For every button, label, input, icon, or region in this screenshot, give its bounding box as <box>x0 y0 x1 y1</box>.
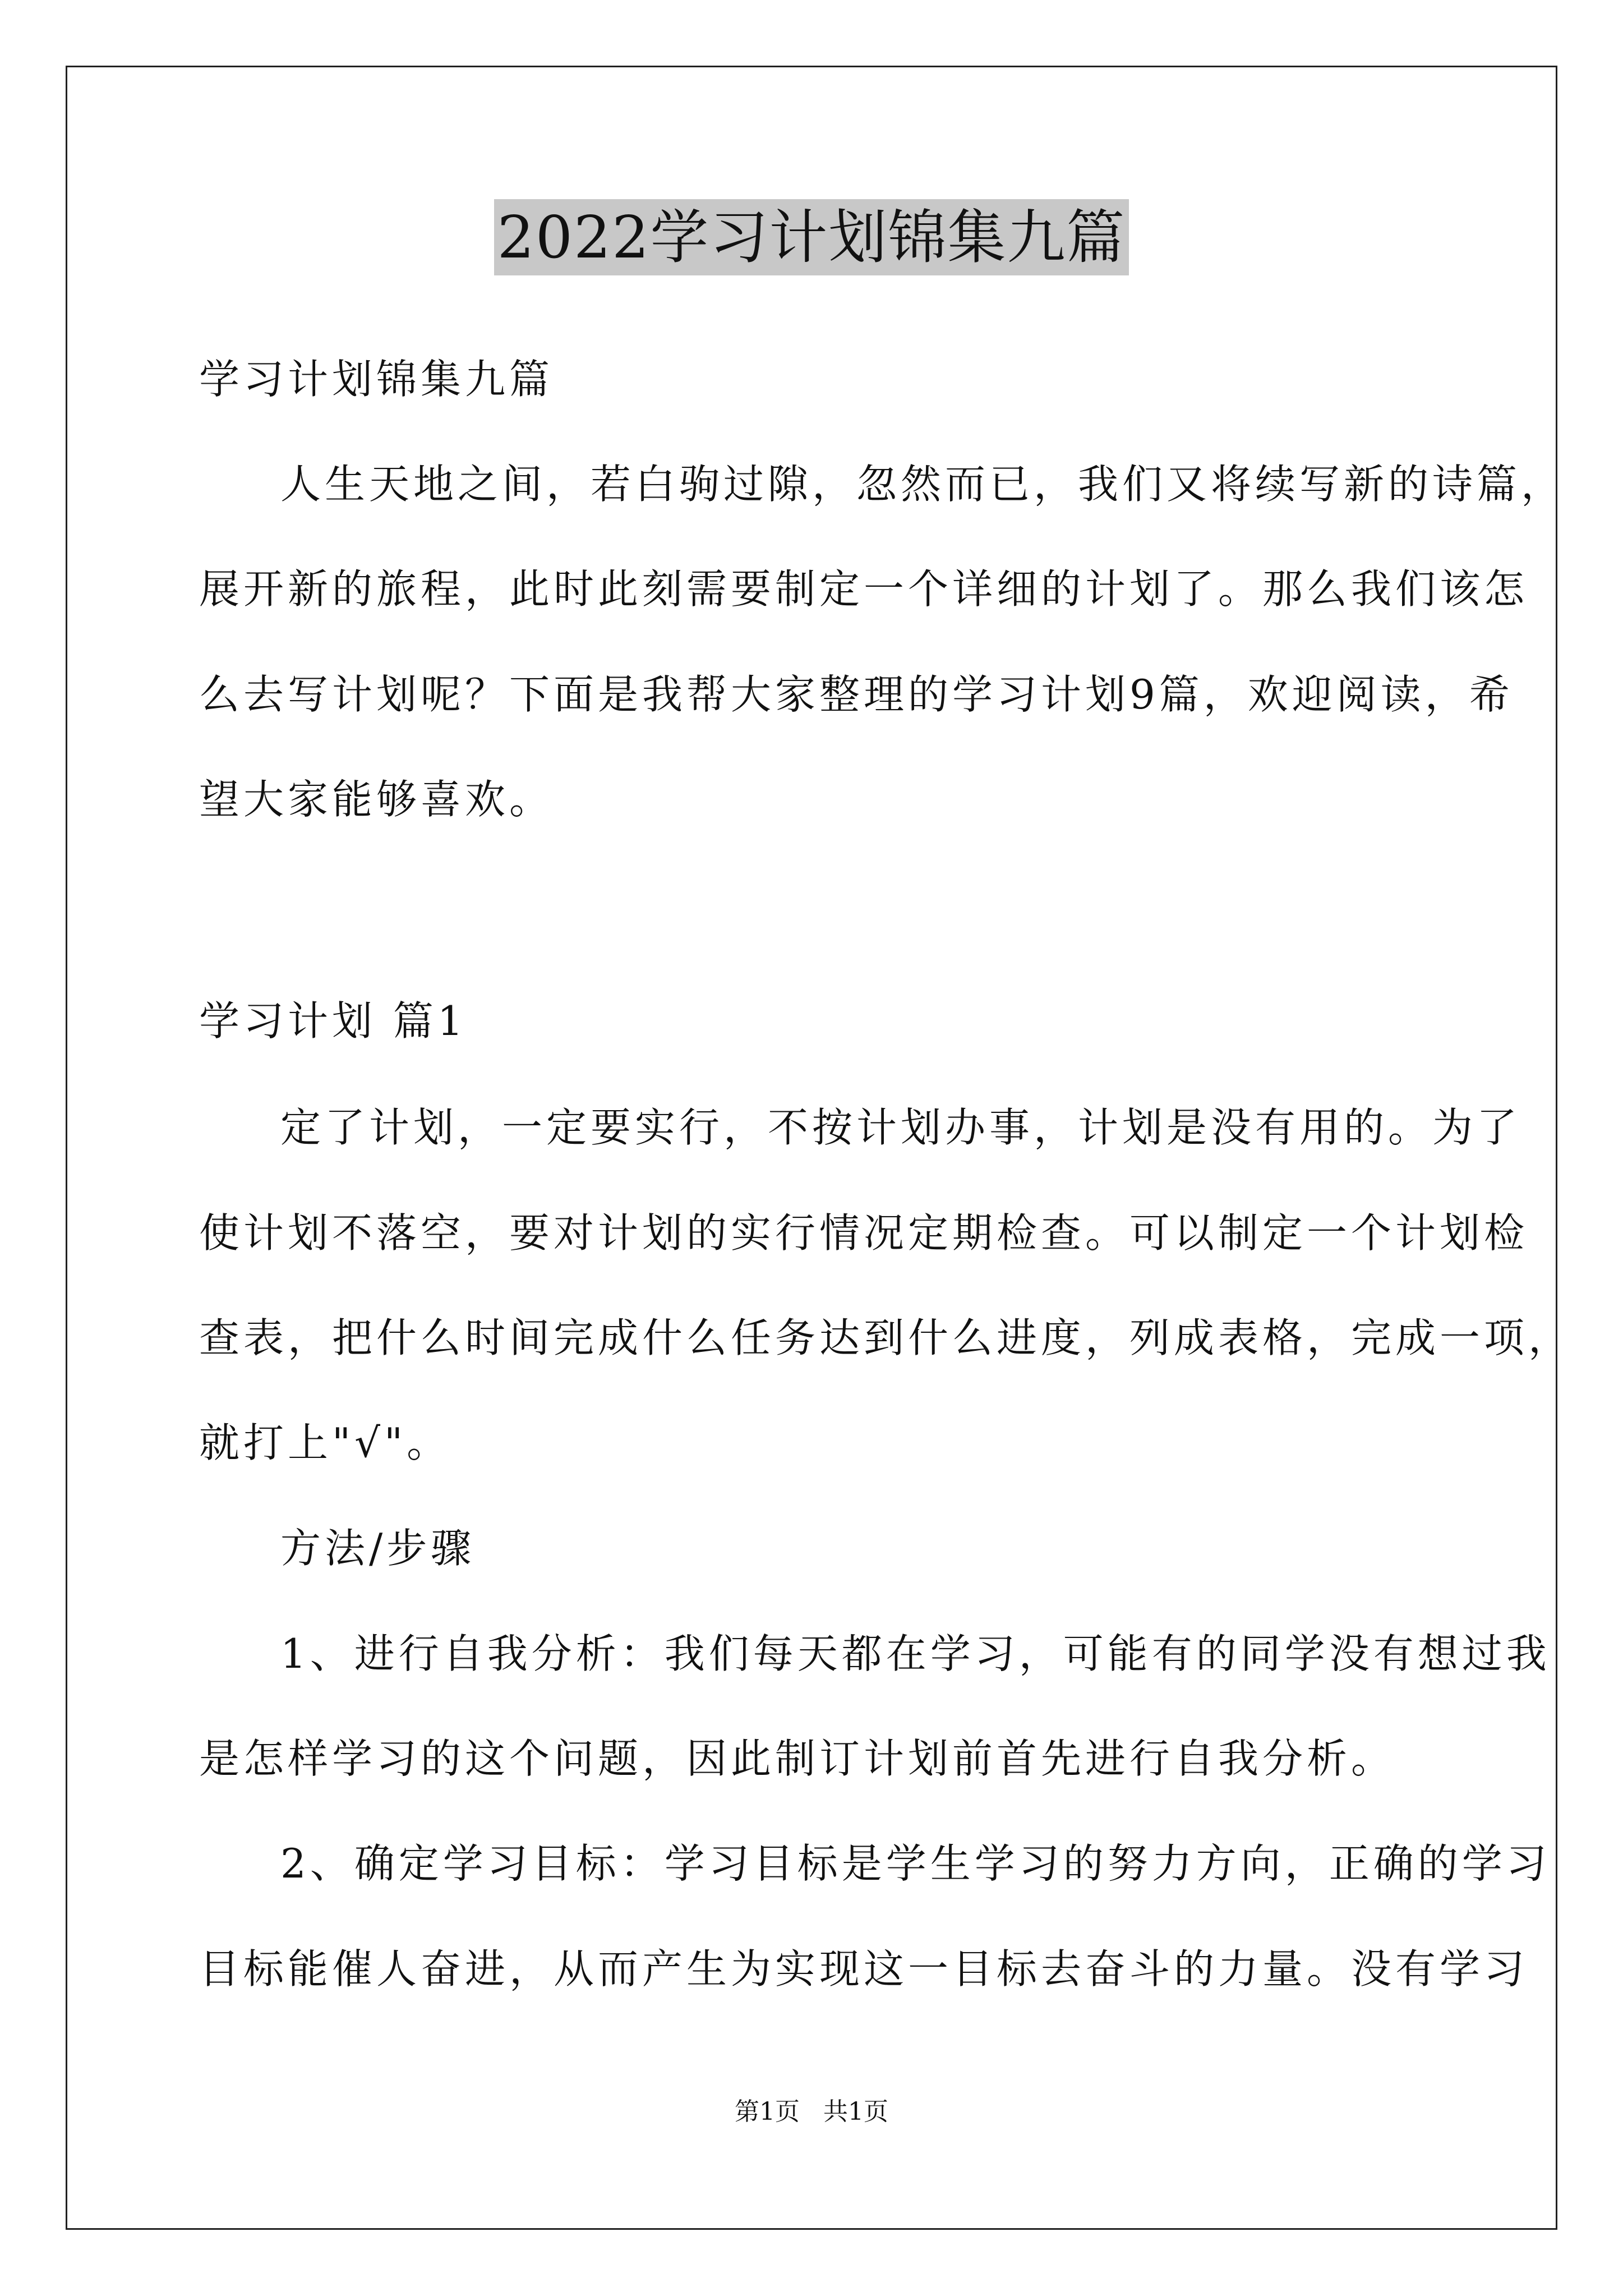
page-footer <box>0 2095 1623 2129</box>
intro-line: 么去写计划呢？下面是我帮大家整理的学习计划9篇，欢迎阅读，希 <box>199 671 1514 718</box>
page-total: 共1页 <box>823 2097 888 2126</box>
step-line: 是怎样学习的这个问题，因此制订计划前首先进行自我分析。 <box>199 1735 1396 1782</box>
paragraph-line: 查表，把什么时间完成什么任务达到什么进度，列成表格，完成一项， <box>199 1314 1573 1361</box>
paragraph-line: 定了计划，一定要实行，不按计划办事，计划是没有用的。为了 <box>280 1104 1521 1151</box>
step-line: 目标能催人奋进，从而产生为实现这一目标去奋斗的力量。没有学习 <box>199 1945 1529 1993</box>
paragraph-line: 使计划不落空，要对计划的实行情况定期检查。可以制定一个计划检 <box>199 1209 1529 1257</box>
methods-label: 方法/步骤 <box>280 1525 476 1572</box>
page-number: 第1页 <box>735 2097 800 2126</box>
intro-line: 人生天地之间，若白驹过隙，忽然而已，我们又将续写新的诗篇， <box>280 461 1566 508</box>
paragraph-line: 就打上"√"。 <box>199 1419 451 1466</box>
section-heading: 学习计划 篇1 <box>199 997 467 1045</box>
step-line: 2、确定学习目标：学习目标是学生学习的努力方向，正确的学习 <box>280 1840 1551 1887</box>
intro-line: 望大家能够喜欢。 <box>199 776 554 823</box>
document-title: 2022学习计划锦集九篇 <box>494 199 1129 275</box>
document-subtitle: 学习计划锦集九篇 <box>199 356 554 403</box>
title-container <box>0 199 1623 275</box>
intro-line: 展开新的旅程，此时此刻需要制定一个详细的计划了。那么我们该怎 <box>199 565 1529 613</box>
step-line: 1、进行自我分析：我们每天都在学习，可能有的同学没有想过我 <box>280 1630 1551 1677</box>
